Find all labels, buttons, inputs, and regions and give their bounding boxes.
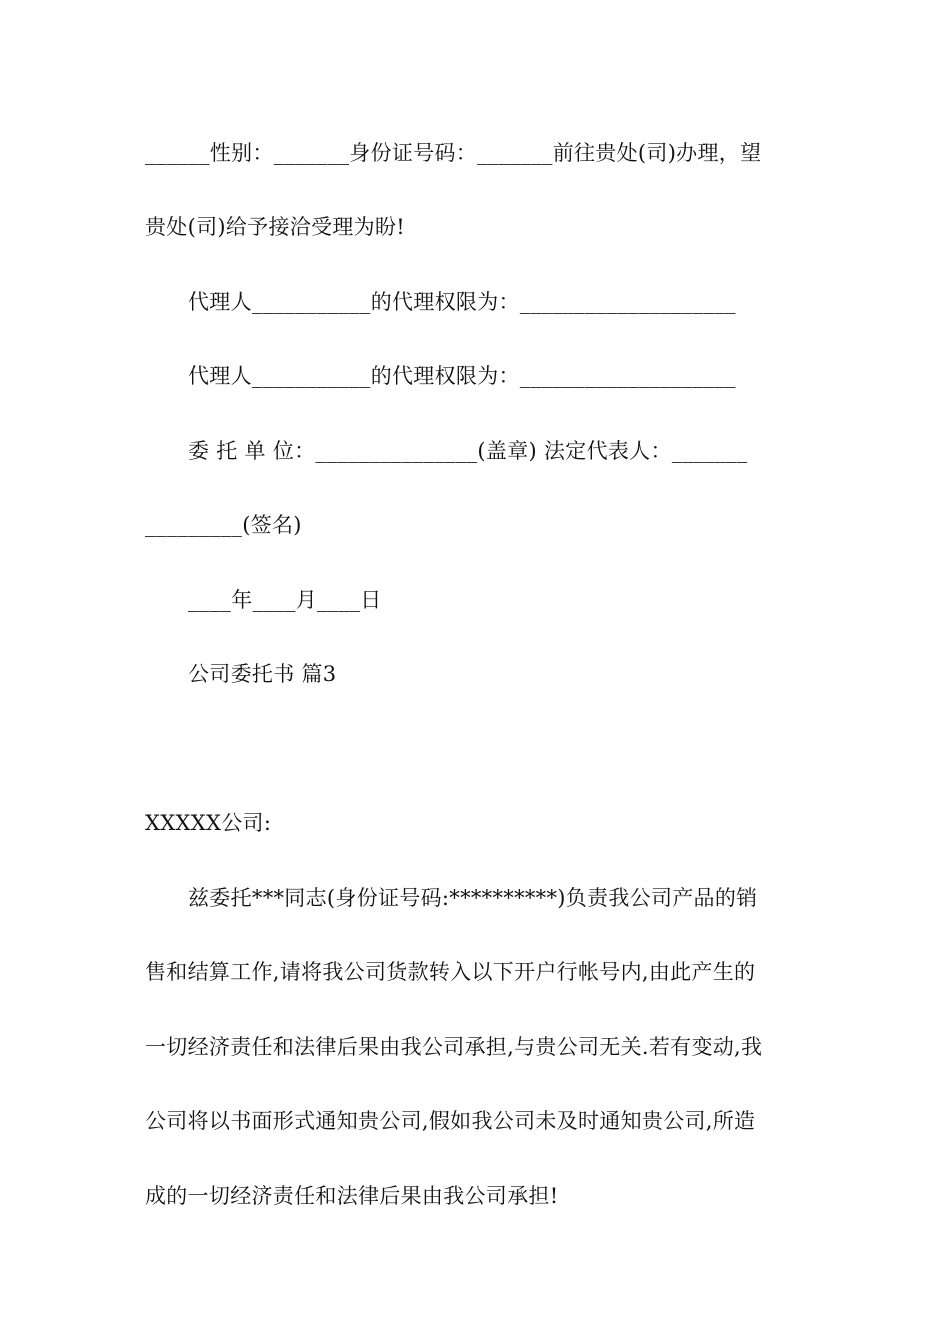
- body-line-2: 售和结算工作,请将我公司货款转入以下开户行帐号内,由此产生的: [145, 960, 756, 984]
- body-line-3: 一切经济责任和法律后果由我公司承担,与贵公司无关.若有变动,我: [145, 1035, 763, 1059]
- body-line-1: 兹委托***同志(身份证号码:**********)负责我公司产品的销: [188, 886, 758, 910]
- text-line-2: 贵处(司)给予接洽受理为盼!: [145, 215, 406, 239]
- body-line-4: 公司将以书面形式通知贵公司,假如我公司未及时通知贵公司,所造: [145, 1109, 756, 1133]
- body-line-5: 成的一切经济责任和法律后果由我公司承担!: [145, 1184, 559, 1208]
- agent-authority-line-2: 代理人___________的代理权限为：____________________: [188, 364, 736, 388]
- text-line-1: ______性别：_______身份证号码：_______前往贵处(司)办理，望: [145, 141, 762, 165]
- signature-line: _________(签名): [145, 513, 302, 537]
- section-heading: 公司委托书 篇3: [188, 662, 337, 686]
- addressee-line: XXXXX公司:: [145, 811, 272, 835]
- entrusting-unit-line: 委 托 单 位：_______________(盖章) 法定代表人：_______: [188, 439, 748, 463]
- agent-authority-line-1: 代理人___________的代理权限为：____________________: [188, 290, 736, 314]
- date-line: ____年____月____日: [188, 588, 382, 612]
